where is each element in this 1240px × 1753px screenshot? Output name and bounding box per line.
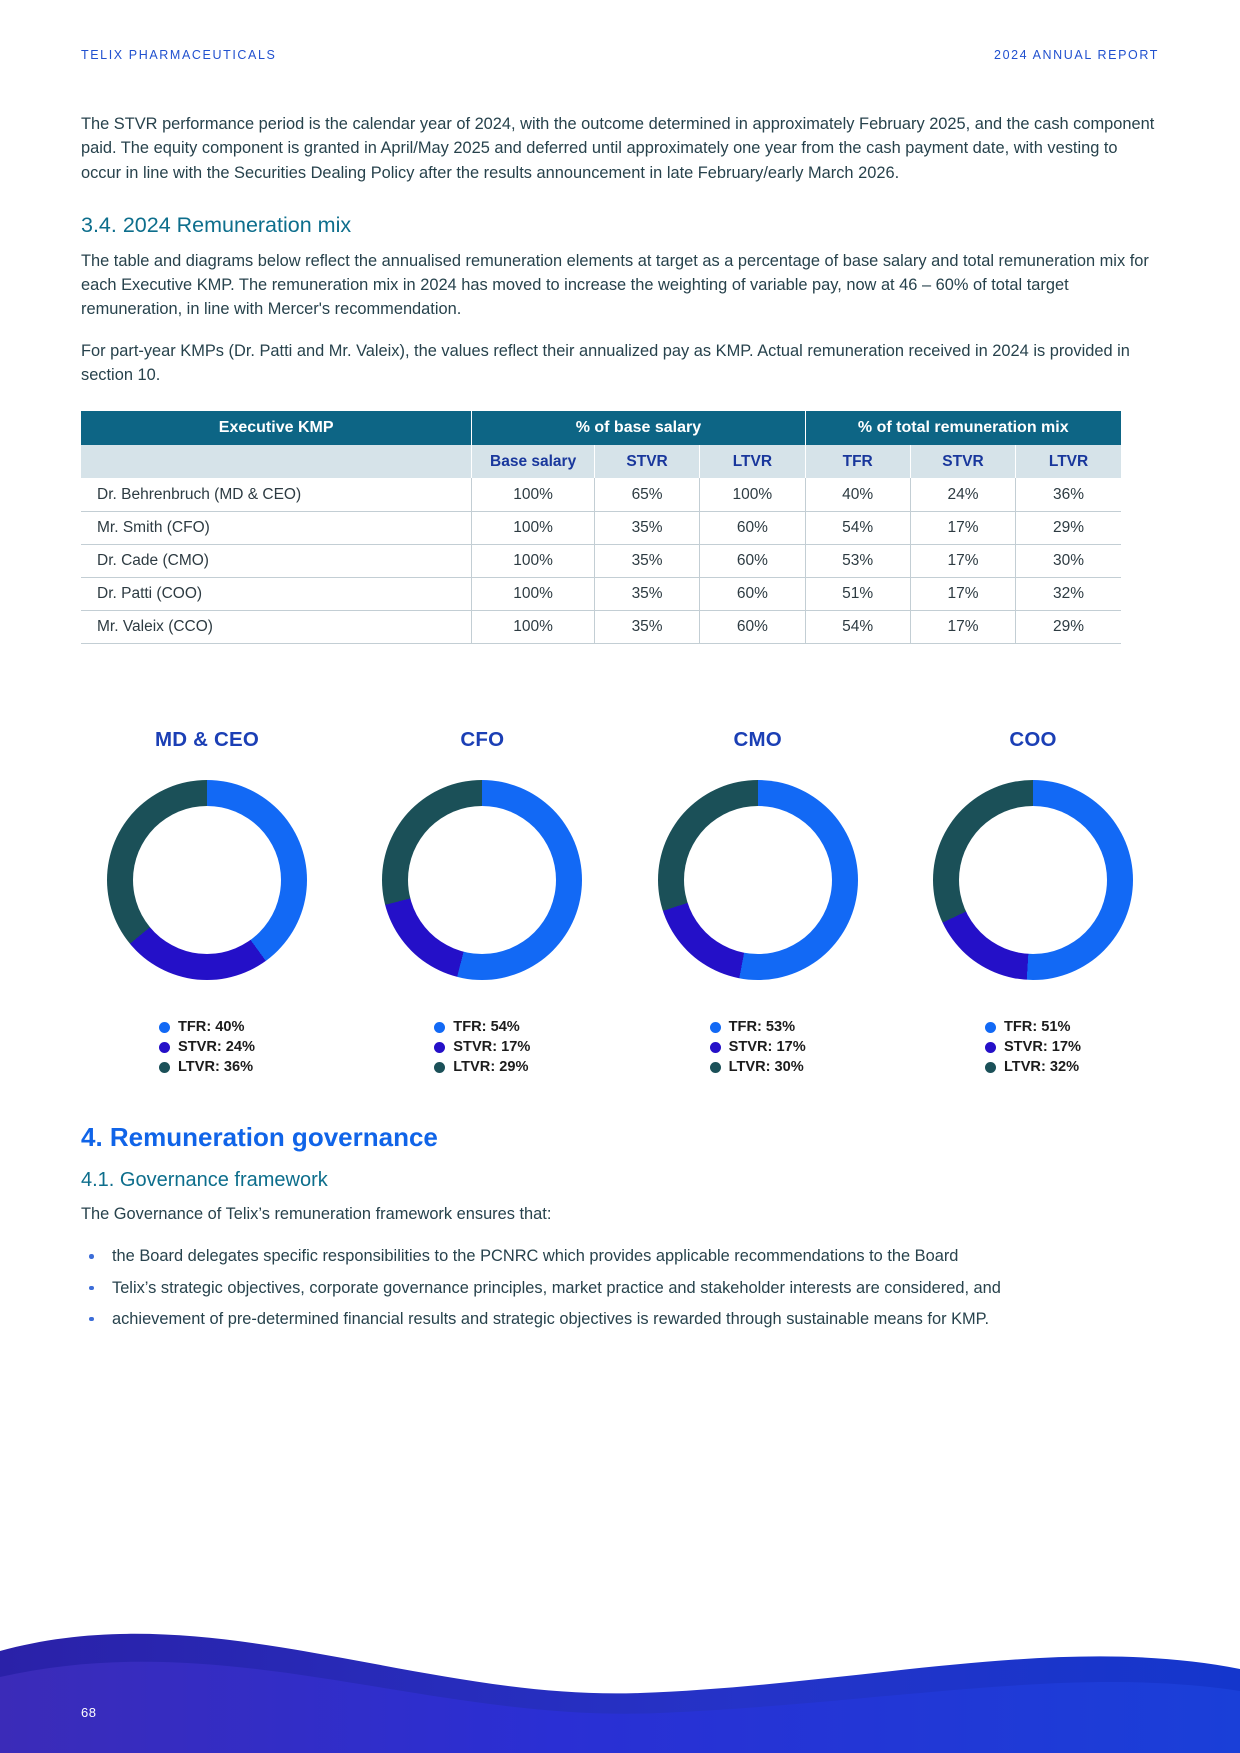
section-4-1-lead: The Governance of Telix’s remuneration framework ensures that: [81, 1205, 552, 1223]
table-cell-tfr-mix: 54% [805, 511, 910, 544]
table-cell-ltvr-mix: 36% [1016, 478, 1121, 511]
table-cell-stvr-base: 65% [594, 478, 699, 511]
group-header-total-mix: % of total remuneration mix [805, 411, 1121, 445]
column-header-stvr-base: STVR [594, 445, 699, 478]
donut-hole [133, 806, 281, 954]
donut-hole [684, 806, 832, 954]
column-header-ltvr-mix: LTVR [1016, 445, 1121, 478]
legend-label: STVR: 17% [728, 1038, 806, 1055]
list-item: the Board delegates specific responsibilities to the PCNRC which provides applicable recommendations to the Board [81, 1244, 1159, 1268]
legend-dot-icon [985, 1042, 996, 1053]
legend-item [434, 1058, 530, 1078]
table-cell-name: Mr. Valeix (CCO) [81, 610, 472, 643]
list-item: Telix’s strategic objectives, corporate governance principles, market practice and stakeholder interests are considered, and [81, 1276, 1159, 1300]
legend-dot-icon [710, 1022, 721, 1033]
table-cell-ltvr-mix: 29% [1016, 511, 1121, 544]
table-cell-base-salary: 100% [472, 577, 595, 610]
table-cell-base-salary: 100% [472, 610, 595, 643]
table-cell-stvr-base: 35% [594, 544, 699, 577]
legend-label: TFR: 40% [177, 1019, 245, 1035]
chart-md-ceo [81, 728, 333, 1078]
donut-hole [959, 806, 1107, 954]
section-4-1-heading: 4.1. Governance framework [81, 1169, 328, 1191]
donut-hole [408, 806, 556, 954]
legend-label: TFR: 53% [728, 1019, 796, 1035]
footer-wave-graphic [0, 1573, 1240, 1753]
legend-dot-icon [159, 1022, 170, 1033]
page-content [81, 112, 1159, 644]
table-row [81, 511, 1121, 544]
section-3-4-paragraph-1: The table and diagrams below reflect the annualised remuneration elements at target as a percentage of base salary and total remuneration mix for each Executive KMP. The remuneration mix in 2024 has moved to increase the weighting of variable pay, now at 46 – 60% of total target remuneration, in line with Mercer's recommendation. [81, 251, 1149, 319]
table-cell-stvr-mix: 17% [910, 511, 1015, 544]
remuneration-mix-charts [81, 728, 1159, 1078]
donut-chart [107, 780, 307, 980]
legend-label: TFR: 51% [1003, 1019, 1071, 1035]
running-header [81, 48, 1159, 62]
chart-legend [985, 1018, 1081, 1078]
chart-coo [907, 728, 1159, 1078]
table-cell-ltvr-base: 60% [700, 610, 805, 643]
chart-legend [710, 1018, 806, 1078]
table-row [81, 610, 1121, 643]
donut-chart [658, 780, 858, 980]
section-4-heading: 4. Remuneration governance [81, 1122, 438, 1152]
table-cell-stvr-base: 35% [594, 610, 699, 643]
table-cell-ltvr-mix: 32% [1016, 577, 1121, 610]
table-row [81, 577, 1121, 610]
legend-item [434, 1038, 530, 1058]
donut-chart [933, 780, 1133, 980]
legend-dot-icon [434, 1022, 445, 1033]
legend-item [159, 1038, 255, 1058]
chart-cfo [356, 728, 608, 1078]
legend-dot-icon [985, 1062, 996, 1073]
column-header-base-salary: Base salary [472, 445, 595, 478]
table-cell-base-salary: 100% [472, 511, 595, 544]
section-3-4-heading: 3.4. 2024 Remuneration mix [81, 212, 352, 237]
page-number: 68 [81, 1705, 97, 1720]
group-header-executive-kmp: Executive KMP [81, 411, 472, 445]
legend-dot-icon [434, 1042, 445, 1053]
governance-bullet-list [81, 1244, 1159, 1331]
legend-item [710, 1058, 806, 1078]
table-group-header-row [81, 411, 1121, 445]
table-cell-tfr-mix: 54% [805, 610, 910, 643]
table-cell-ltvr-mix: 30% [1016, 544, 1121, 577]
legend-dot-icon [159, 1062, 170, 1073]
table-cell-ltvr-base: 100% [700, 478, 805, 511]
table-cell-stvr-base: 35% [594, 577, 699, 610]
group-header-base-salary: % of base salary [472, 411, 805, 445]
header-report-title: 2024 ANNUAL REPORT [994, 48, 1159, 62]
intro-paragraph: The STVR performance period is the calendar year of 2024, with the outcome determined in approximately February 2025, and the cash component paid. The equity component is granted in April/May 2025 and deferred until approximately one year from the cash payment date, with vesting to occur in line with the Securities Dealing Policy after the results announcement in late February/early March 2026. [81, 115, 1155, 182]
chart-cmo [632, 728, 884, 1078]
legend-item [159, 1018, 255, 1038]
column-header-tfr-mix: TFR [805, 445, 910, 478]
section-4-block [81, 1122, 1159, 1338]
table-column-header-row [81, 445, 1121, 478]
donut-chart [382, 780, 582, 980]
legend-item [710, 1018, 806, 1038]
column-header-ltvr-base: LTVR [700, 445, 805, 478]
table-row [81, 478, 1121, 511]
table-cell-ltvr-base: 60% [700, 511, 805, 544]
chart-legend [434, 1018, 530, 1078]
legend-label: STVR: 17% [1003, 1038, 1081, 1055]
legend-item [159, 1058, 255, 1078]
table-cell-tfr-mix: 51% [805, 577, 910, 610]
legend-dot-icon [434, 1062, 445, 1073]
legend-label: STVR: 24% [177, 1038, 256, 1055]
legend-item [985, 1038, 1081, 1058]
legend-dot-icon [159, 1042, 170, 1053]
table-cell-ltvr-base: 60% [700, 577, 805, 610]
column-header-stvr-mix: STVR [910, 445, 1015, 478]
table-cell-stvr-mix: 17% [910, 610, 1015, 643]
table-cell-stvr-mix: 17% [910, 544, 1015, 577]
legend-label: LTVR: 30% [728, 1058, 804, 1075]
legend-item [985, 1018, 1081, 1038]
table-cell-stvr-mix: 17% [910, 577, 1015, 610]
column-header-blank [81, 445, 472, 478]
legend-label: LTVR: 36% [177, 1058, 254, 1075]
chart-title: MD & CEO [154, 728, 260, 751]
table-cell-base-salary: 100% [472, 544, 595, 577]
table-row [81, 544, 1121, 577]
legend-item [985, 1058, 1081, 1078]
table-cell-name: Mr. Smith (CFO) [81, 511, 472, 544]
table-cell-name: Dr. Patti (COO) [81, 577, 472, 610]
legend-dot-icon [710, 1062, 721, 1073]
chart-title: COO [1009, 728, 1057, 751]
table-cell-stvr-base: 35% [594, 511, 699, 544]
legend-label: LTVR: 29% [453, 1058, 529, 1075]
header-company-name: TELIX PHARMACEUTICALS [81, 48, 277, 62]
table-cell-ltvr-mix: 29% [1016, 610, 1121, 643]
table-cell-name: Dr. Cade (CMO) [81, 544, 472, 577]
chart-legend [159, 1018, 255, 1078]
legend-item [434, 1018, 530, 1038]
chart-title: CFO [460, 728, 505, 751]
remuneration-mix-table [81, 411, 1121, 644]
table-cell-tfr-mix: 40% [805, 478, 910, 511]
table-cell-ltvr-base: 60% [700, 544, 805, 577]
table-body [81, 478, 1121, 643]
legend-label: LTVR: 32% [1003, 1058, 1080, 1075]
list-item: achievement of pre-determined financial results and strategic objectives is rewarded through sustainable means for KMP. [81, 1307, 1159, 1331]
legend-label: STVR: 17% [453, 1038, 531, 1055]
table-cell-base-salary: 100% [472, 478, 595, 511]
table-cell-tfr-mix: 53% [805, 544, 910, 577]
legend-item [710, 1038, 806, 1058]
legend-dot-icon [710, 1042, 721, 1053]
chart-title: CMO [733, 728, 782, 751]
section-3-4-paragraph-2: For part-year KMPs (Dr. Patti and Mr. Valeix), the values reflect their annualized pay as KMP. Actual remuneration received in 2024 is provided in section 10. [81, 341, 1130, 384]
table-cell-stvr-mix: 24% [910, 478, 1015, 511]
table-cell-name: Dr. Behrenbruch (MD & CEO) [81, 478, 472, 511]
legend-dot-icon [985, 1022, 996, 1033]
legend-label: TFR: 54% [453, 1019, 520, 1035]
